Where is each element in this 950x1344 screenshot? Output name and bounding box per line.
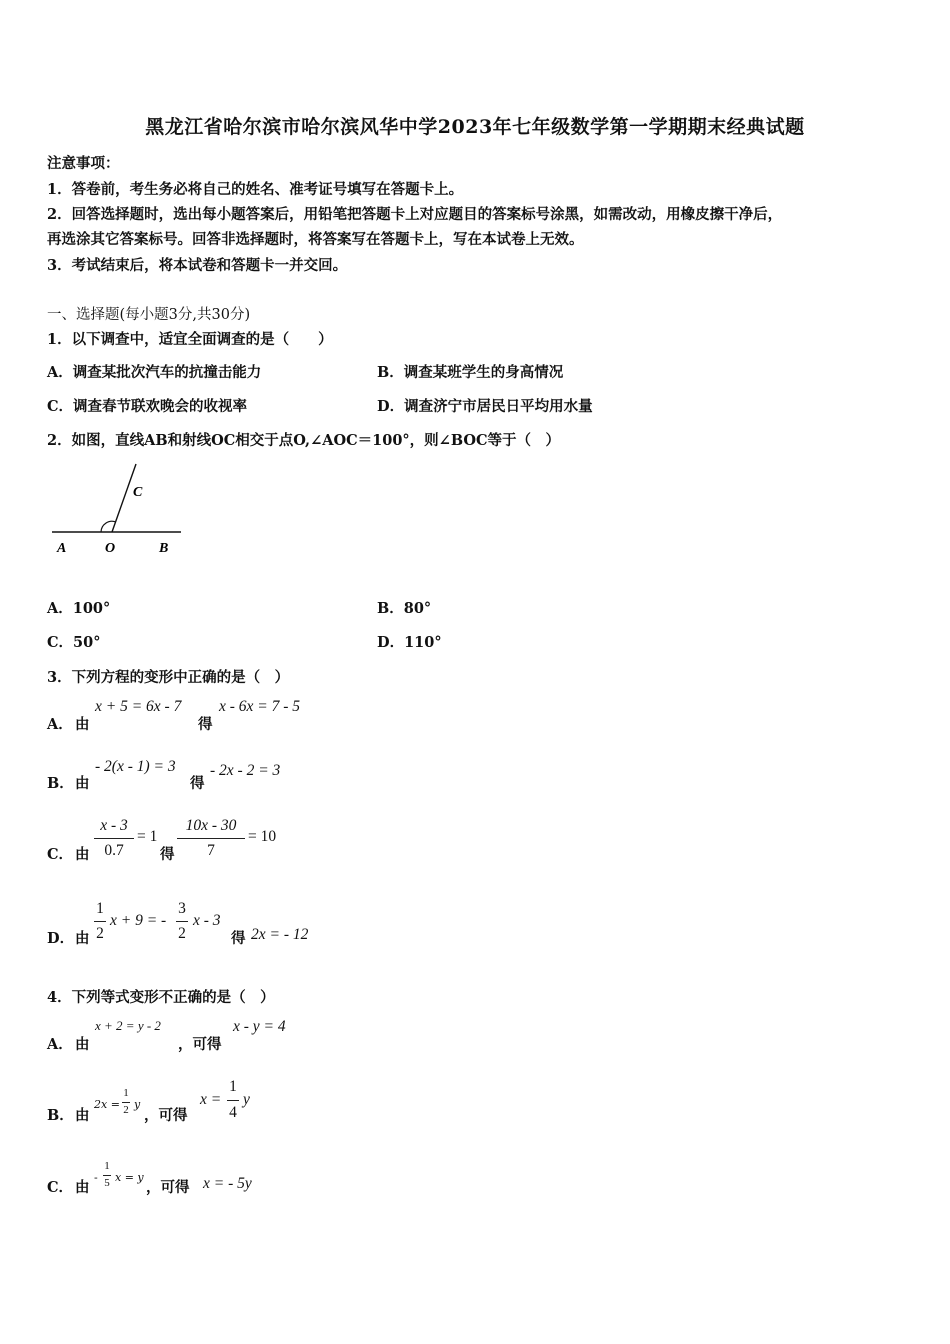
q1-option-c: C．调查春节联欢晚会的收视率	[47, 398, 248, 415]
q4-a-you: 由	[75, 1036, 90, 1053]
q2-option-b: B．80°	[377, 600, 432, 617]
q3-b-you: 由	[75, 775, 90, 792]
q4-c-rest-small: x = y	[115, 1171, 144, 1184]
q3-b-eq2: - 2x - 2 = 3	[210, 762, 281, 779]
q3-d-num-a: 1	[96, 900, 104, 917]
section-heading: 一、选择题(每小题3分,共30分)	[47, 307, 251, 323]
q3-d-den-b: 2	[178, 925, 186, 942]
q3-b-eq1: - 2(x - 1) = 3	[95, 758, 176, 775]
q2-figure	[45, 460, 195, 560]
q3-c-rhs1: = 1	[137, 828, 158, 845]
q3-c-bar2	[177, 838, 245, 839]
q3-d-den-a: 2	[96, 925, 104, 942]
q3-a-you: 由	[75, 716, 90, 733]
notice-item-2-cont: 再选涂其它答案标号。回答非选择题时，将答案写在答题卡上，写在本试卷上无效。	[47, 231, 584, 248]
q4-c-label: C．	[47, 1179, 74, 1196]
q4-b-den-small: 2	[123, 1104, 129, 1116]
q4-b-res-lhs: x =	[200, 1091, 222, 1108]
q4-b-kede: ，可得	[144, 1107, 188, 1124]
q3-d-bar-a	[94, 921, 106, 922]
q4-a-kede: ，可得	[178, 1036, 222, 1053]
q3-a-eq1: x + 5 = 6x - 7	[95, 698, 182, 715]
q3-a-de: 得	[198, 716, 213, 733]
q1-option-d: D．调查济宁市居民日平均用水量	[377, 398, 593, 415]
q4-c-den-small: 5	[104, 1177, 110, 1189]
q4-b-den: 4	[229, 1104, 237, 1121]
q3-b-label: B．	[47, 775, 74, 792]
q4-b-lhs: 2x =	[94, 1098, 120, 1111]
q3-d-num-b: 3	[178, 900, 186, 917]
q4-c-num-small: 1	[104, 1160, 110, 1172]
q3-d-de: 得	[231, 930, 246, 947]
q1-option-a: A．调查某批次汽车的抗撞击能力	[47, 364, 262, 381]
q4-c-kede: ，可得	[146, 1179, 190, 1196]
q3-c-label: C．	[47, 846, 74, 863]
notice-item-1: 1．答卷前，考生务必将自己的姓名、准考证号填写在答题卡上。	[47, 181, 464, 198]
q4-b-num: 1	[229, 1078, 237, 1095]
q3-a-label: A．	[47, 716, 73, 733]
label-c: C	[133, 485, 143, 500]
q3-c-bar1	[94, 838, 134, 839]
q4-c-minus: -	[94, 1171, 98, 1184]
q4-b-bar-small	[122, 1102, 130, 1103]
q4-b-y-small: y	[134, 1098, 141, 1111]
q1-stem: 1．以下调查中，适宜全面调查的是（ ）	[47, 331, 333, 348]
q4-b-you: 由	[75, 1107, 90, 1124]
q4-c-bar-small	[103, 1175, 111, 1176]
notice-item-3: 3．考试结束后，将本试卷和答题卡一并交回。	[47, 257, 348, 274]
q2-option-d: D．110°	[377, 634, 442, 651]
q3-c-den1: 0.7	[104, 842, 124, 859]
notice-heading: 注意事项：	[47, 155, 120, 172]
q4-c-you: 由	[75, 1179, 90, 1196]
q3-c-num1: x - 3	[100, 817, 128, 834]
q4-b-num-small: 1	[123, 1087, 129, 1099]
q4-b-y: y	[243, 1091, 250, 1108]
q2-option-c: C．50°	[47, 634, 101, 651]
q4-c-eq2: x = - 5y	[203, 1175, 252, 1192]
q1-option-b: B．调查某班学生的身高情况	[377, 364, 564, 381]
q3-c-de: 得	[160, 846, 175, 863]
q3-c-rhs2: = 10	[248, 828, 277, 845]
q3-d-label: D．	[47, 930, 75, 947]
label-o: O	[105, 541, 116, 556]
q3-stem: 3．下列方程的变形中正确的是（ ）	[47, 669, 290, 686]
q2-option-a: A．100°	[47, 600, 111, 617]
q3-d-bar-b	[176, 921, 188, 922]
page-title: 黑龙江省哈尔滨市哈尔滨风华中学2023年七年级数学第一学期期末经典试题	[145, 116, 805, 138]
notice-item-2: 2．回答选择题时，选出每小题答案后，用铅笔把答题卡上对应题目的答案标号涂黑，如需改动，用橡皮擦干净后，	[47, 206, 783, 223]
q4-b-label: B．	[47, 1107, 74, 1124]
q3-c-you: 由	[75, 846, 90, 863]
q4-b-bar	[227, 1100, 239, 1101]
q3-d-mid: x + 9 = -	[110, 912, 167, 929]
q4-a-label: A．	[47, 1036, 73, 1053]
q3-a-eq2: x - 6x = 7 - 5	[219, 698, 301, 715]
q3-d-eq2: 2x = - 12	[251, 926, 309, 943]
q4-stem: 4．下列等式变形不正确的是（ ）	[47, 989, 275, 1006]
q3-c-den2: 7	[207, 842, 215, 859]
q4-a-eq2: x - y = 4	[233, 1018, 286, 1035]
q3-d-tail: x - 3	[193, 912, 221, 929]
q2-stem: 2．如图，直线AB和射线OC相交于点O,∠AOC＝100°，则∠BOC等于（ ）	[47, 432, 561, 449]
label-b: B	[159, 541, 169, 556]
q3-b-de: 得	[190, 775, 205, 792]
label-a: A	[57, 541, 67, 556]
q4-a-eq1: x + 2 = y - 2	[95, 1018, 161, 1033]
q3-d-you: 由	[75, 930, 90, 947]
q3-c-num2: 10x - 30	[185, 817, 237, 834]
